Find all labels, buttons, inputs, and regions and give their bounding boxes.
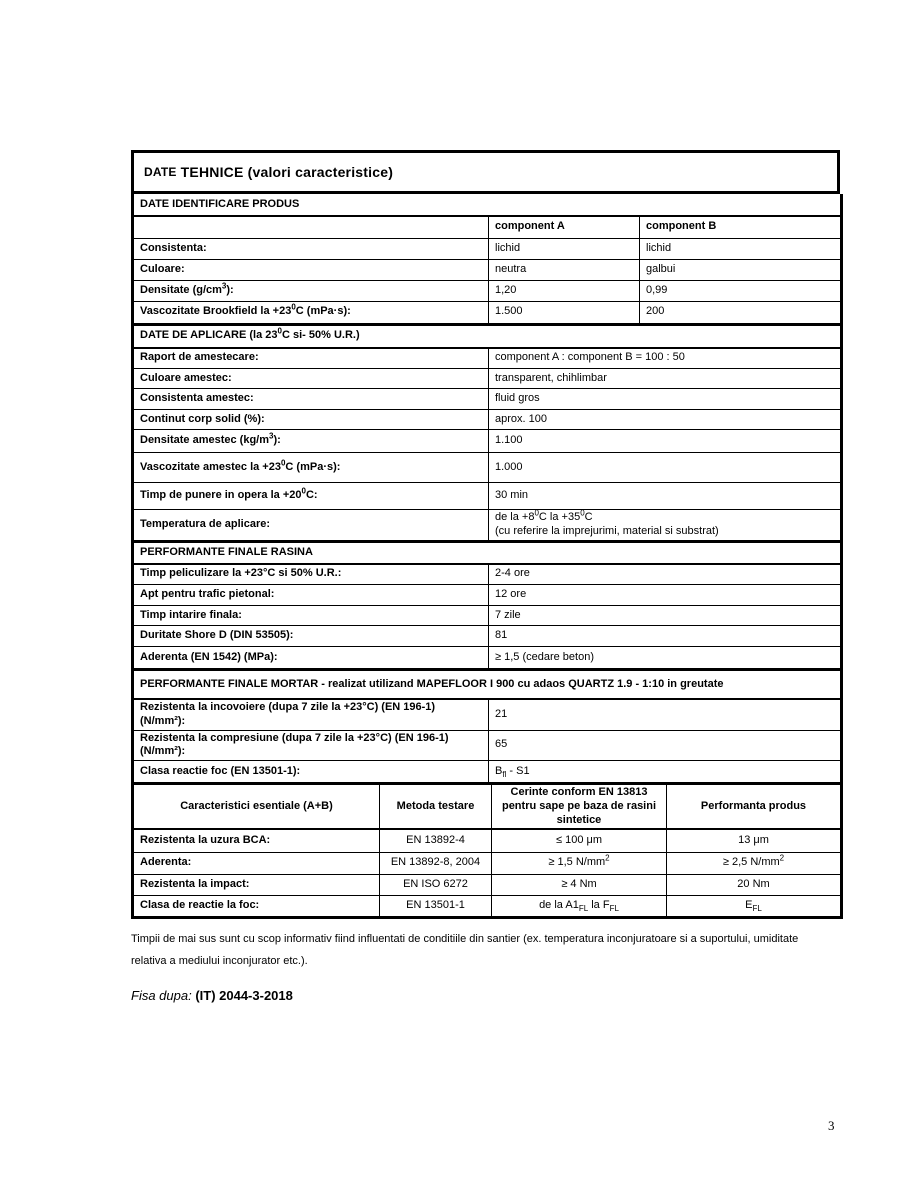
row-label: Rezistenta la uzura BCA:: [133, 829, 380, 852]
section-table-0: [131, 194, 843, 324]
page-title: [131, 150, 840, 194]
table-row: [133, 430, 842, 453]
row-label: Apt pentru trafic pietonal:: [133, 585, 489, 606]
table-row: [133, 874, 842, 895]
fisa-line: [131, 988, 840, 1003]
row-label: Rezistenta la incovoiere (dupa 7 zile la +23°C) (EN 196-1) (N/mm²):: [133, 699, 489, 730]
section-table-4: [131, 783, 843, 919]
cell-value: ≥ 4 Nm: [492, 874, 667, 895]
cell-value: ≥ 1,5 $N/mm^2$: [492, 852, 667, 874]
cell-value: 12 ore: [489, 585, 842, 606]
table-row: [133, 483, 842, 510]
cell-value: EN ISO 6272: [380, 874, 492, 895]
section-header: PERFORMANTE FINALE MORTAR - realizat utilizand MAPEFLOOR I 900 cu adaos QUARTZ 1.9 - 1:10 in greutate: [133, 670, 842, 699]
section-table-1: [131, 324, 843, 541]
table-row: [133, 585, 842, 606]
section-header: DATE IDENTIFICARE PRODUS: [133, 194, 842, 216]
cell-value: ≥ 1,5 (cedare beton): [489, 647, 842, 669]
row-label: Culoare:: [133, 259, 489, 280]
datasheet-content: [131, 150, 840, 1003]
row-label: Clasa reactie foc (EN 13501-1):: [133, 761, 489, 783]
table-row: [133, 238, 842, 259]
cell-value: 21: [489, 699, 842, 730]
cell-value: component A : component B = 100 : 50: [489, 348, 842, 369]
section-header: DATE DE APLICARE (la $23^0C$ si- 50% U.R.): [133, 325, 842, 348]
table-row: [133, 564, 842, 585]
section-header: PERFORMANTE FINALE RASINA: [133, 542, 842, 564]
table-row: [133, 259, 842, 280]
column-header: [133, 216, 489, 238]
fisa-value: (IT) 2044-3-2018: [191, 987, 293, 1003]
cell-value: fluid gros: [489, 389, 842, 410]
cell-value: 13 μm: [667, 829, 842, 852]
table-row: [133, 895, 842, 917]
cell-value: transparent, chihlimbar: [489, 369, 842, 389]
cell-value: EN 13892-4: [380, 829, 492, 852]
row-label: Rezistenta la compresiune (dupa 7 zile la +23°C) (EN 196-1) (N/mm²):: [133, 730, 489, 761]
cell-value: aprox. 100: [489, 410, 842, 430]
cell-value: 20 Nm: [667, 874, 842, 895]
row-label: Rezistenta la impact:: [133, 874, 380, 895]
row-label: Aderenta:: [133, 852, 380, 874]
page-number: 3: [828, 1118, 835, 1133]
cell-value: neutra: [489, 259, 640, 280]
table-row: [133, 829, 842, 852]
section-table-3: [131, 669, 843, 783]
cell-value: galbui: [640, 259, 842, 280]
cell-value: $E_{FL}$: [667, 895, 842, 917]
cell-value: de la $A1_{FL}$ la $F_{FL}$: [492, 895, 667, 917]
row-label: Consistenta:: [133, 238, 489, 259]
cell-value: 65: [489, 730, 842, 761]
table-row: [133, 606, 842, 626]
cell-value: EN 13501-1: [380, 895, 492, 917]
column-header: Metoda testare: [380, 784, 492, 829]
cell-value: $B_{fl} - S1$: [489, 761, 842, 783]
row-label: Temperatura de aplicare:: [133, 510, 489, 541]
row-label: Timp de punere in opera la $+20^0C$:: [133, 483, 489, 510]
cell-value: 7 zile: [489, 606, 842, 626]
row-label: Clasa de reactie la foc:: [133, 895, 380, 917]
table-row: [133, 699, 842, 730]
table-row: [133, 647, 842, 669]
fisa-label: Fisa dupa:: [131, 987, 192, 1003]
table-row: [133, 852, 842, 874]
cell-value: 1.000: [489, 453, 842, 483]
cell-value: 1.500: [489, 301, 640, 323]
cell-value: EN 13892-8, 2004: [380, 852, 492, 874]
table-row: [133, 301, 842, 323]
footnote-text: Timpii de mai sus sunt cu scop informativ fiind influentati de conditiile din santier (ex. temperatura inconjuratoare si a suportului, umiditate relativa a mediului inconjurator etc.).: [131, 932, 799, 967]
row-label: Aderenta (EN 1542) (MPa):: [133, 647, 489, 669]
cell-value: 30 min: [489, 483, 842, 510]
cell-value: ≤ 100 μm: [492, 829, 667, 852]
cell-value: 0,99: [640, 280, 842, 301]
cell-value: lichid: [640, 238, 842, 259]
cell-value: 2-4 ore: [489, 564, 842, 585]
table-row: [133, 453, 842, 483]
cell-value: 200: [640, 301, 842, 323]
row-label: Culoare amestec:: [133, 369, 489, 389]
table-row: [133, 348, 842, 369]
row-label: Continut corp solid (%):: [133, 410, 489, 430]
row-label: Timp intarire finala:: [133, 606, 489, 626]
cell-value: lichid: [489, 238, 640, 259]
table-row: [133, 369, 842, 389]
tables-host: [131, 194, 840, 919]
table-row: [133, 761, 842, 783]
table-row: [133, 389, 842, 410]
column-header: component B: [640, 216, 842, 238]
page-title-prefix: DATE: [144, 165, 177, 179]
row-label: Consistenta amestec:: [133, 389, 489, 410]
page-title-rest: TEHNICE (valori caracteristice): [176, 164, 394, 180]
column-header: Caracteristici esentiale (A+B): [133, 784, 380, 829]
table-row: [133, 730, 842, 761]
row-label: Raport de amestecare:: [133, 348, 489, 369]
row-label: Vascozitate amestec la $+23^0C$ (mPa·s):: [133, 453, 489, 483]
row-label: Duritate Shore D (DIN 53505):: [133, 626, 489, 647]
cell-value: 81: [489, 626, 842, 647]
column-header: Performanta produs: [667, 784, 842, 829]
column-header: component A: [489, 216, 640, 238]
cell-value: 1.100: [489, 430, 842, 453]
table-row: [133, 510, 842, 541]
row-label: Densitate amestec $(kg/m^3)$:: [133, 430, 489, 453]
row-label: Vascozitate Brookfield la $+23^0C$ (mPa·s):: [133, 301, 489, 323]
cell-value: 1,20: [489, 280, 640, 301]
row-label: Timp peliculizare la +23°C si 50% U.R.:: [133, 564, 489, 585]
column-header: Cerinte conform EN 13813 pentru sape pe baza de rasini sintetice: [492, 784, 667, 829]
table-row: [133, 626, 842, 647]
table-row: [133, 280, 842, 301]
section-table-2: [131, 541, 843, 670]
table-row: [133, 410, 842, 430]
row-label: Densitate $(g/cm^3)$:: [133, 280, 489, 301]
cell-value: de la $+8^0C$ la $+35^0C$ (cu referire la imprejurimi, material si substrat): [489, 510, 842, 541]
cell-value: ≥ 2,5 $N/mm^2$: [667, 852, 842, 874]
